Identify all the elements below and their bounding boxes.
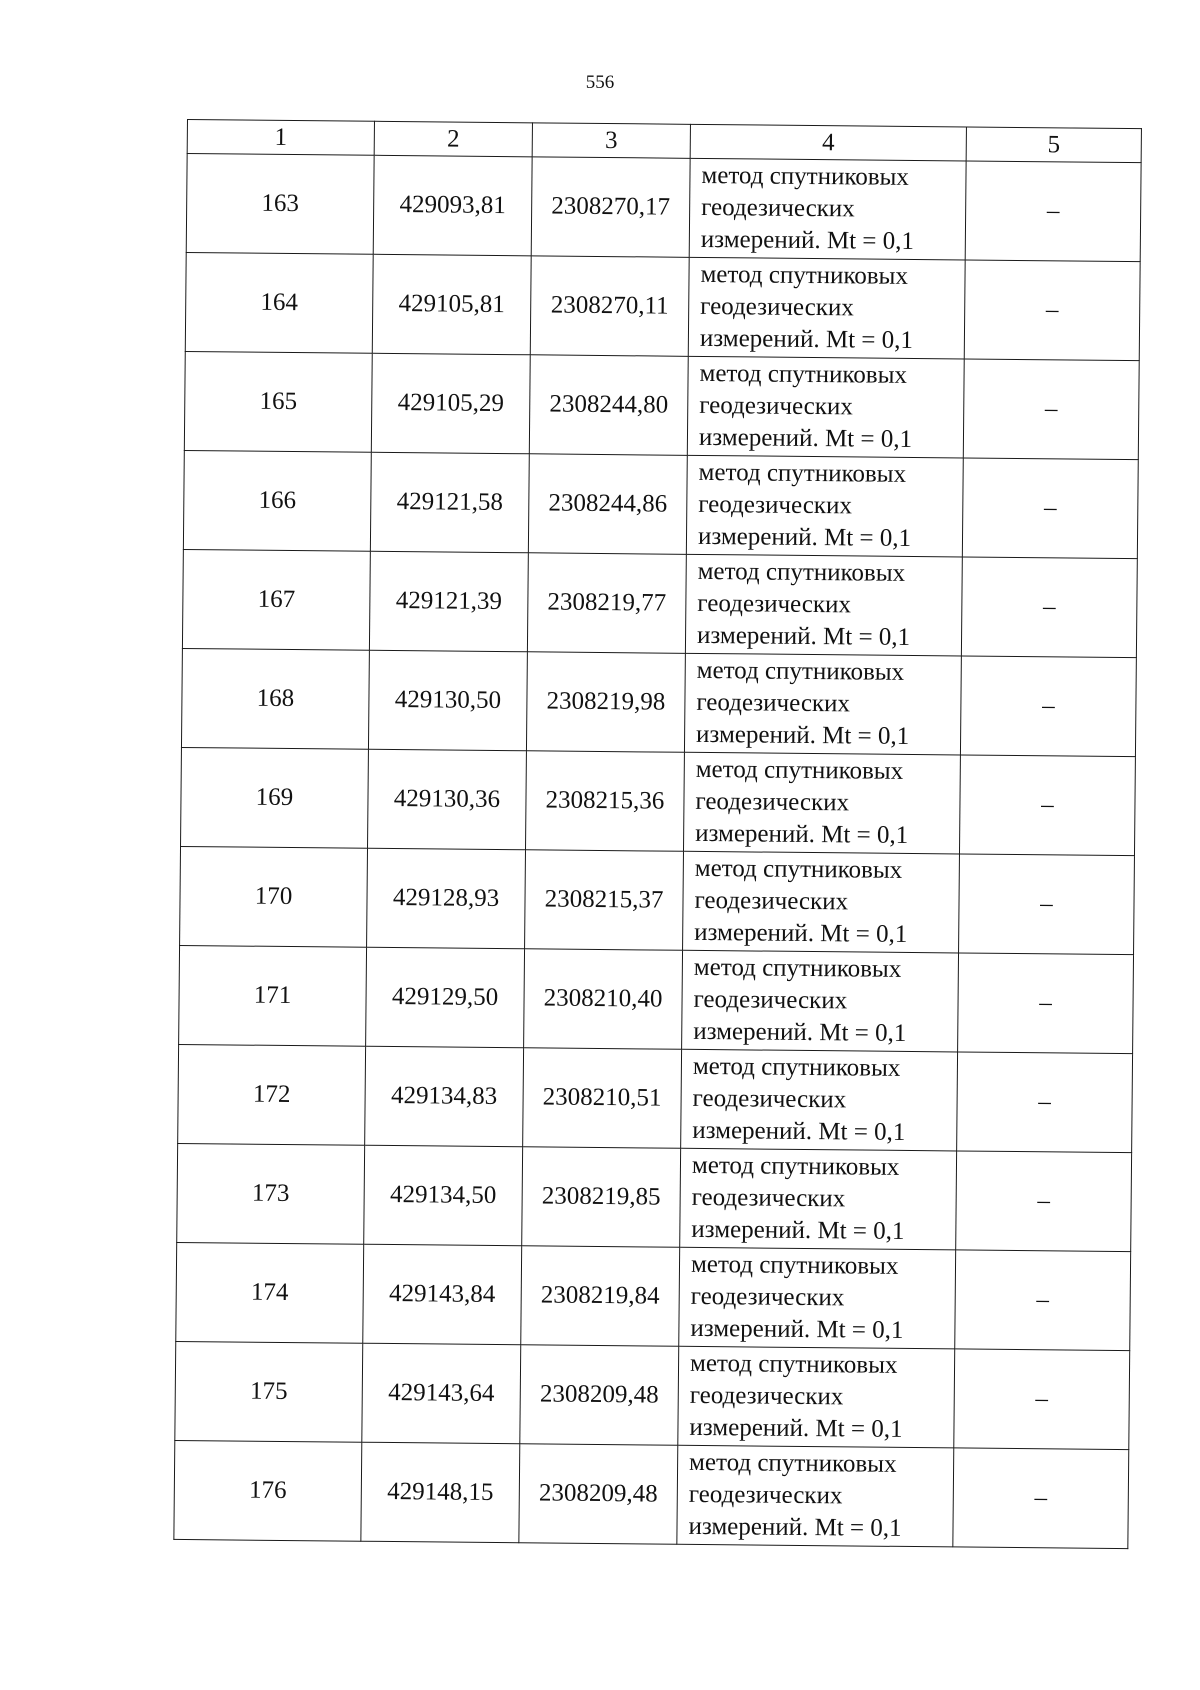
- table-body: [174, 154, 1141, 1549]
- point-number-cell: 164: [185, 252, 373, 353]
- method-line: измерений. Mt = 0,1: [692, 1116, 906, 1146]
- method-line: измерений. Mt = 0,1: [691, 1215, 905, 1245]
- method-line: метод спутниковых: [688, 1448, 897, 1478]
- method-line: измерений. Mt = 0,1: [697, 522, 912, 552]
- method-line: геодезических: [699, 391, 853, 421]
- y-coordinate-cell: 2308244,80: [529, 355, 688, 456]
- method-cell: [682, 950, 959, 1052]
- method-line: измерений. Mt = 0,1: [699, 324, 914, 354]
- method-line: геодезических: [688, 1480, 843, 1510]
- method-line: измерений. Mt = 0,1: [698, 423, 913, 453]
- x-coordinate-cell: 429143,64: [362, 1343, 521, 1444]
- note-cell: –: [953, 1448, 1129, 1549]
- note-cell: –: [955, 1250, 1131, 1351]
- y-coordinate-cell: 2308215,37: [525, 850, 684, 951]
- note-cell: –: [961, 557, 1137, 658]
- point-number-cell: 171: [179, 945, 367, 1046]
- method-line: измерений. Mt = 0,1: [700, 225, 915, 255]
- method-line: измерений. Mt = 0,1: [693, 1017, 907, 1047]
- table-row: [184, 351, 1139, 459]
- point-number-cell: 167: [182, 549, 370, 650]
- method-cell: [683, 851, 960, 953]
- method-line: измерений. Mt = 0,1: [690, 1314, 904, 1344]
- point-number-cell: 172: [178, 1044, 366, 1145]
- method-cell: [686, 455, 963, 557]
- method-line: метод спутниковых: [696, 656, 905, 686]
- method-line: метод спутниковых: [691, 1151, 900, 1181]
- method-line: геодезических: [698, 490, 853, 520]
- method-line: геодезических: [693, 985, 848, 1015]
- method-cell: [678, 1346, 955, 1448]
- note-cell: –: [956, 1151, 1132, 1252]
- method-line: геодезических: [691, 1183, 846, 1213]
- method-line: метод спутниковых: [695, 755, 904, 785]
- method-cell: [685, 554, 962, 656]
- y-coordinate-cell: 2308215,36: [526, 751, 685, 852]
- method-line: геодезических: [690, 1282, 845, 1312]
- method-line: геодезических: [689, 1381, 844, 1411]
- method-line: геодезических: [696, 688, 851, 718]
- method-cell: [677, 1445, 954, 1547]
- x-coordinate-cell: 429130,36: [368, 749, 527, 850]
- method-line: измерений. Mt = 0,1: [688, 1512, 902, 1542]
- note-cell: –: [959, 755, 1135, 856]
- method-line: геодезических: [697, 589, 852, 619]
- method-cell: [688, 257, 965, 359]
- y-coordinate-cell: 2308270,17: [531, 157, 690, 258]
- x-coordinate-cell: 429121,39: [369, 551, 528, 652]
- x-coordinate-cell: 429143,84: [363, 1244, 522, 1345]
- point-number-cell: 169: [181, 747, 369, 848]
- method-line: измерений. Mt = 0,1: [695, 720, 910, 750]
- page-number: 556: [585, 72, 615, 93]
- table-row: [186, 154, 1141, 262]
- method-line: геодезических: [695, 787, 850, 817]
- point-number-cell: 176: [174, 1440, 362, 1541]
- method-line: метод спутниковых: [700, 260, 909, 290]
- table-row: [180, 846, 1135, 954]
- x-coordinate-cell: 429128,93: [367, 848, 526, 949]
- note-cell: –: [959, 854, 1135, 955]
- note-cell: –: [965, 161, 1141, 262]
- x-coordinate-cell: 429105,29: [371, 353, 530, 454]
- method-cell: [680, 1148, 957, 1250]
- x-coordinate-cell: 429130,50: [368, 650, 527, 751]
- y-coordinate-cell: 2308219,98: [526, 652, 685, 753]
- method-line: метод спутниковых: [701, 161, 910, 191]
- header-col-5: 5: [966, 127, 1141, 163]
- method-line: измерений. Mt = 0,1: [689, 1413, 903, 1443]
- coordinates-table: [173, 119, 1142, 1549]
- table-row: [181, 747, 1136, 855]
- point-number-cell: 170: [180, 846, 368, 947]
- method-line: метод спутниковых: [693, 953, 902, 983]
- method-line: измерений. Mt = 0,1: [694, 918, 908, 948]
- method-line: измерений. Mt = 0,1: [695, 819, 909, 849]
- y-coordinate-cell: 2308244,86: [528, 454, 687, 555]
- header-col-4: 4: [690, 124, 966, 161]
- method-line: метод спутниковых: [698, 458, 907, 488]
- y-coordinate-cell: 2308219,85: [522, 1147, 681, 1248]
- point-number-cell: 163: [186, 154, 374, 255]
- header-col-1: 1: [187, 120, 374, 156]
- note-cell: –: [960, 656, 1136, 757]
- x-coordinate-cell: 429093,81: [373, 155, 532, 256]
- point-number-cell: 174: [176, 1242, 364, 1343]
- y-coordinate-cell: 2308219,77: [527, 553, 686, 654]
- table-row: [174, 1440, 1129, 1548]
- point-number-cell: 168: [181, 648, 369, 749]
- table-row: [182, 549, 1137, 657]
- table-row: [178, 1044, 1133, 1152]
- note-cell: –: [964, 260, 1140, 361]
- y-coordinate-cell: 2308209,48: [519, 1444, 678, 1545]
- x-coordinate-cell: 429148,15: [361, 1442, 520, 1543]
- method-line: геодезических: [692, 1084, 847, 1114]
- x-coordinate-cell: 429105,81: [372, 254, 531, 355]
- method-line: метод спутниковых: [689, 1349, 898, 1379]
- point-number-cell: 166: [183, 450, 371, 551]
- note-cell: –: [962, 458, 1138, 559]
- method-line: метод спутниковых: [697, 557, 906, 587]
- method-line: метод спутниковых: [692, 1052, 901, 1082]
- method-cell: [684, 653, 961, 755]
- x-coordinate-cell: 429129,50: [366, 947, 525, 1048]
- table-row: [185, 252, 1140, 360]
- note-cell: –: [954, 1349, 1130, 1450]
- y-coordinate-cell: 2308210,40: [524, 949, 683, 1050]
- method-line: геодезических: [701, 193, 855, 223]
- point-number-cell: 173: [177, 1143, 365, 1244]
- table-row: [181, 648, 1136, 756]
- table-row: [177, 1143, 1132, 1251]
- method-line: геодезических: [700, 292, 854, 322]
- method-cell: [689, 158, 966, 260]
- x-coordinate-cell: 429121,58: [370, 452, 529, 553]
- point-number-cell: 175: [175, 1341, 363, 1442]
- method-line: измерений. Mt = 0,1: [696, 621, 911, 651]
- method-cell: [679, 1247, 956, 1349]
- y-coordinate-cell: 2308219,84: [521, 1246, 680, 1347]
- table-row: [183, 450, 1138, 558]
- method-line: геодезических: [694, 886, 849, 916]
- note-cell: –: [958, 953, 1134, 1054]
- table-row: [175, 1341, 1130, 1449]
- x-coordinate-cell: 429134,50: [364, 1145, 523, 1246]
- table-row: [176, 1242, 1131, 1350]
- method-line: метод спутниковых: [694, 854, 903, 884]
- y-coordinate-cell: 2308209,48: [520, 1345, 679, 1446]
- method-line: метод спутниковых: [690, 1250, 899, 1280]
- table-row: [179, 945, 1134, 1053]
- note-cell: –: [957, 1052, 1133, 1153]
- method-cell: [681, 1049, 958, 1151]
- header-col-2: 2: [374, 121, 532, 157]
- y-coordinate-cell: 2308270,11: [530, 256, 689, 357]
- y-coordinate-cell: 2308210,51: [523, 1048, 682, 1149]
- x-coordinate-cell: 429134,83: [365, 1046, 524, 1147]
- note-cell: –: [963, 359, 1139, 460]
- method-cell: [687, 356, 964, 458]
- point-number-cell: 165: [184, 351, 372, 452]
- header-col-3: 3: [532, 123, 690, 159]
- method-cell: [683, 752, 960, 854]
- method-line: метод спутниковых: [699, 359, 908, 389]
